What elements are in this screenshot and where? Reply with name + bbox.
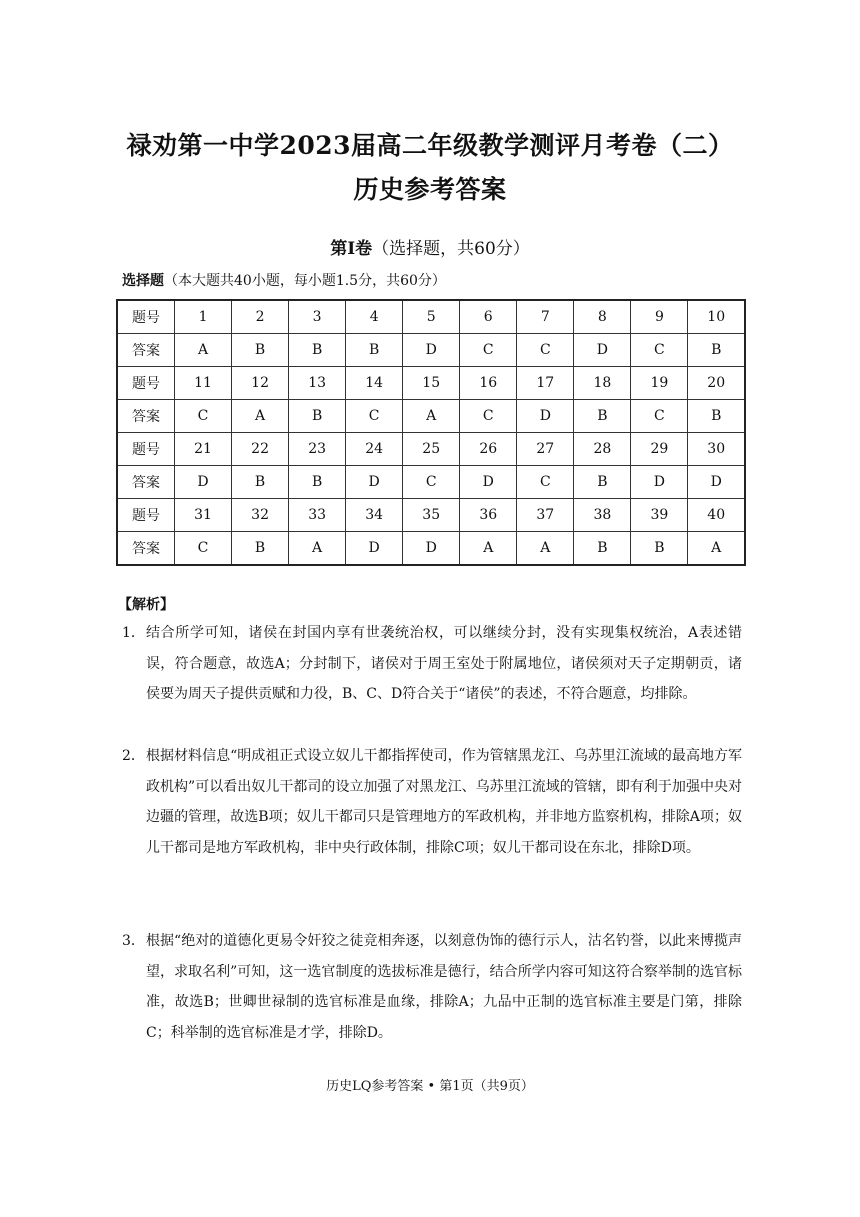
table-row (117, 532, 745, 566)
answer-cell: C (517, 334, 574, 367)
question-number-cell: 36 (460, 499, 517, 532)
answer-cell: B (232, 532, 289, 566)
answer-cell: C (631, 334, 688, 367)
answer-cell: B (289, 400, 346, 433)
answer-cell: B (289, 334, 346, 367)
row-header-cell: 答案 (117, 532, 175, 566)
question-number-cell: 32 (232, 499, 289, 532)
document-subtitle: 历史参考答案 (353, 175, 507, 204)
analysis-item-text: 根据“绝对的道德化更易令奸狡之徒竞相奔逐，以刻意伪饰的德行示人，沽名钓誉，以此来博揽声望，求取名利”可知，这一选官制度的选拔标准是德行，结合所学内容可知这符合察举制的选官标准，故选B；世卿世禄制的选官标准是血缘，排除A；九品中正制的选官标准主要是门第，排除C；科举制的选官标准是才学，排除D。 (146, 933, 742, 1042)
question-type-label: 选择题 (122, 273, 164, 289)
answer-cell: D (403, 334, 460, 367)
question-number-cell: 33 (289, 499, 346, 532)
answer-cell: B (688, 334, 745, 367)
question-number-cell: 28 (574, 433, 631, 466)
question-number-cell: 12 (232, 367, 289, 400)
question-number-cell: 22 (232, 433, 289, 466)
answer-cell: C (403, 466, 460, 499)
question-number-cell: 13 (289, 367, 346, 400)
answer-cell: B (232, 334, 289, 367)
question-number-cell: 4 (346, 300, 403, 334)
question-number-cell: 25 (403, 433, 460, 466)
question-number-cell: 17 (517, 367, 574, 400)
analysis-item-text: 根据材料信息“明成祖正式设立奴儿干都指挥使司，作为管辖黑龙江、乌苏里江流域的最高地方军政机构”可以看出奴儿干都司的设立加强了对黑龙江、乌苏里江流域的管辖，即有利于加强中央对边疆的管理，故选B项；奴儿干都司只是管理地方的军政机构，并非地方监察机构，排除A项；奴儿干都司是地方军政机构，非中央行政体制，排除C项；奴儿干都司设在东北，排除D项。 (146, 748, 742, 857)
row-header-cell: 答案 (117, 466, 175, 499)
answer-cell: B (232, 466, 289, 499)
table-row (117, 367, 745, 400)
question-number-cell: 35 (403, 499, 460, 532)
question-number-cell: 15 (403, 367, 460, 400)
section-note: （选择题，共60分） (372, 239, 530, 259)
question-number-cell: 7 (517, 300, 574, 334)
answer-cell: C (175, 400, 232, 433)
question-number-cell: 6 (460, 300, 517, 334)
question-number-cell: 37 (517, 499, 574, 532)
question-number-cell: 5 (403, 300, 460, 334)
question-number-cell: 18 (574, 367, 631, 400)
row-header-cell: 题号 (117, 433, 175, 466)
table-row (117, 466, 745, 499)
question-number-cell: 3 (289, 300, 346, 334)
answer-cell: D (688, 466, 745, 499)
question-number-cell: 29 (631, 433, 688, 466)
answer-cell: A (403, 400, 460, 433)
answer-table (116, 299, 746, 566)
analysis-item-text: 结合所学可知，诸侯在封国内享有世袭统治权，可以继续分封，没有实现集权统治，A表述错误，符合题意，故选A；分封制下，诸侯对于周王室处于附属地位，诸侯须对天子定期朝贡，诸侯要为周天子提供贡赋和力役，B、C、D符合关于“诸侯”的表述，不符合题意，均排除。 (146, 625, 742, 703)
question-number-cell: 14 (346, 367, 403, 400)
analysis-heading: 【解析】 (118, 597, 174, 613)
question-number-cell: 31 (175, 499, 232, 532)
table-row (117, 499, 745, 532)
section-heading (0, 234, 860, 259)
question-number-cell: 8 (574, 300, 631, 334)
question-number-cell: 21 (175, 433, 232, 466)
answer-cell: B (346, 334, 403, 367)
table-row (117, 300, 745, 334)
answer-cell: D (631, 466, 688, 499)
answer-cell: D (403, 532, 460, 566)
question-number-cell: 16 (460, 367, 517, 400)
document-title: 禄劝第一中学2023届高二年级教学测评月考卷（二） (126, 131, 734, 160)
answer-cell: D (175, 466, 232, 499)
answer-cell: D (346, 466, 403, 499)
question-type-note: （本大题共40小题，每小题1.5分，共60分） (164, 273, 446, 289)
table-row (117, 334, 745, 367)
table-row (117, 400, 745, 433)
table-row (117, 433, 745, 466)
answer-cell: D (346, 532, 403, 566)
answer-cell: C (460, 334, 517, 367)
question-number-cell: 34 (346, 499, 403, 532)
answer-cell: D (460, 466, 517, 499)
answer-cell: C (346, 400, 403, 433)
question-number-cell: 19 (631, 367, 688, 400)
analysis-item (122, 741, 742, 864)
answer-cell: C (517, 466, 574, 499)
answer-cell: A (232, 400, 289, 433)
question-number-cell: 11 (175, 367, 232, 400)
question-number-cell: 10 (688, 300, 745, 334)
answer-cell: B (574, 400, 631, 433)
analysis-item-number: 1． (122, 625, 145, 641)
answer-cell: A (460, 532, 517, 566)
question-number-cell: 30 (688, 433, 745, 466)
section-label: 第Ⅰ卷 (330, 239, 373, 259)
analysis-item-number: 2． (122, 748, 145, 764)
question-number-cell: 38 (574, 499, 631, 532)
answer-cell: B (688, 400, 745, 433)
answer-cell: A (175, 334, 232, 367)
row-header-cell: 题号 (117, 367, 175, 400)
answer-cell: A (289, 532, 346, 566)
question-number-cell: 39 (631, 499, 688, 532)
row-header-cell: 题号 (117, 300, 175, 334)
page-footer: 历史LQ参考答案 • 第1页（共9页） (326, 1079, 534, 1094)
question-number-cell: 26 (460, 433, 517, 466)
answer-cell: C (460, 400, 517, 433)
answer-cell: B (574, 466, 631, 499)
analysis-item (122, 618, 742, 710)
row-header-cell: 答案 (117, 400, 175, 433)
question-type-heading (122, 270, 446, 290)
question-number-cell: 24 (346, 433, 403, 466)
question-number-cell: 23 (289, 433, 346, 466)
question-number-cell: 20 (688, 367, 745, 400)
answer-cell: B (289, 466, 346, 499)
answer-cell: A (517, 532, 574, 566)
question-number-cell: 2 (232, 300, 289, 334)
answer-cell: B (574, 532, 631, 566)
question-number-cell: 9 (631, 300, 688, 334)
answer-cell: C (175, 532, 232, 566)
question-number-cell: 1 (175, 300, 232, 334)
answer-cell: C (631, 400, 688, 433)
row-header-cell: 答案 (117, 334, 175, 367)
answer-cell: B (631, 532, 688, 566)
question-number-cell: 40 (688, 499, 745, 532)
question-number-cell: 27 (517, 433, 574, 466)
answer-cell: A (688, 532, 745, 566)
row-header-cell: 题号 (117, 499, 175, 532)
answer-cell: D (517, 400, 574, 433)
answer-cell: D (574, 334, 631, 367)
analysis-item (122, 926, 742, 1049)
analysis-item-number: 3． (122, 933, 145, 949)
